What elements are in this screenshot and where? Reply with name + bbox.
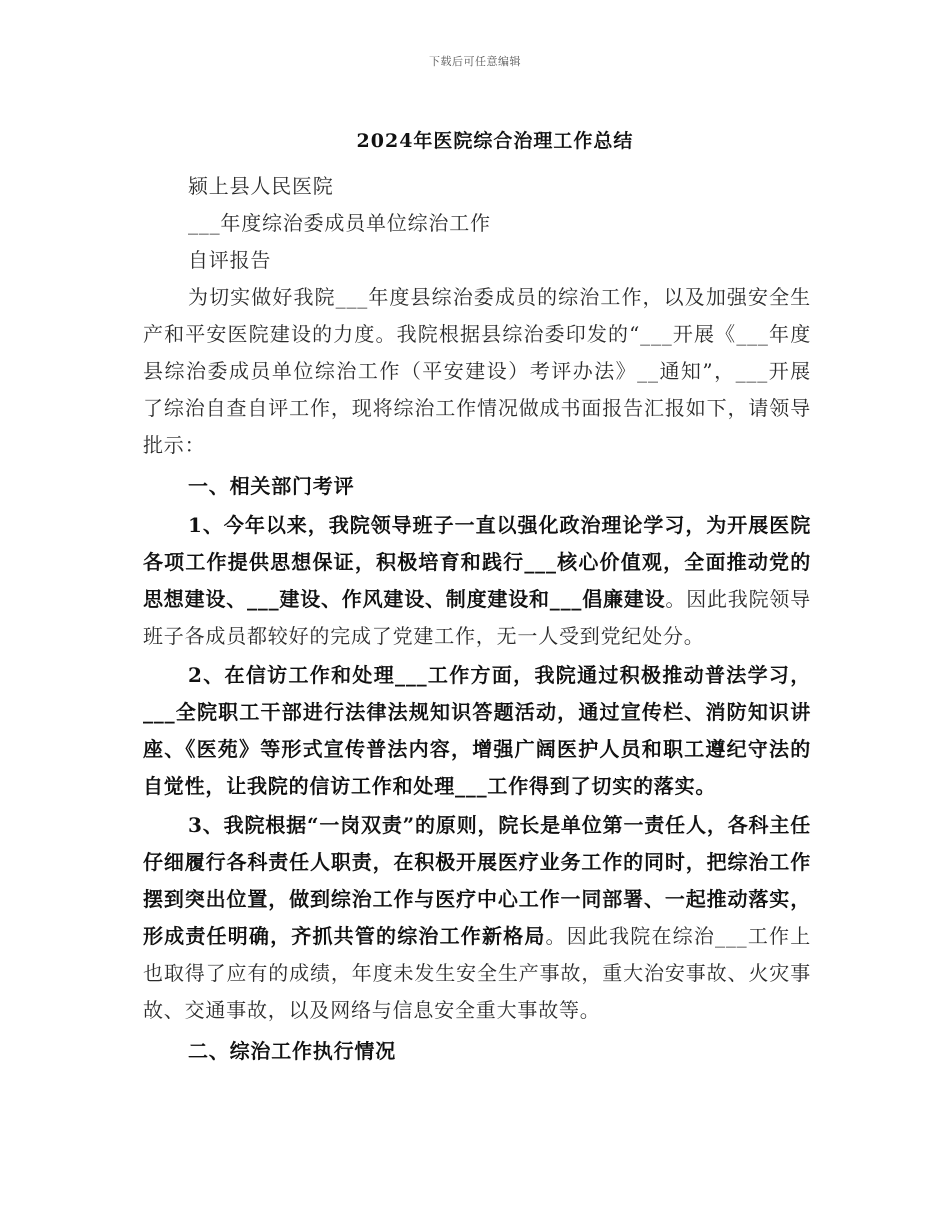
document-body — [143, 168, 811, 1070]
item-1-plain-text: 。因此我院领导班子各成员都较好的完成了党建工作，无一人受到党纪处分。 — [143, 587, 812, 648]
item-1-paragraph — [143, 507, 811, 655]
intro-line-hospital: 颍上县人民医院 — [188, 174, 334, 198]
intro-line-report: 自评报告 — [188, 248, 272, 272]
section-heading-1: 一、相关部门考评 — [188, 474, 355, 498]
item-1-bold-text: 1、今年以来，我院领导班子一直以强化政治理论学习，为开展医院各项工作提供思想保证，积极培育和践行___核心价值观，全面推动党的思想建设、___建设、作风建设、制度建设和___倡廉建设 — [143, 513, 811, 611]
intro-line-year: ___年度综治委成员单位综治工作 — [188, 211, 491, 235]
document-title: 2024年医院综合治理工作总结 — [356, 130, 634, 152]
item-3-paragraph — [143, 807, 811, 1029]
item-3-plain-text: 。因此我院在综治___工作上也取得了应有的成绩，年度未发生安全生产事故，重大治安事故、火灾事故、交通事故，以及网络与信息安全重大事故等。 — [143, 924, 811, 1022]
item-3-bold-text: 3、我院根据“一岗双责”的原则，院长是单位第一责任人，各科主任仔细履行各科责任人职责，在积极开展医疗业务工作的同时，把综治工作摆到突出位置，做到综治工作与医疗中心工作一同部署、一起推动落实，形成责任明确，齐抓共管的综治工作新格局 — [143, 813, 811, 948]
header-note: 下载后可任意编辑 — [429, 55, 521, 68]
item-2-bold-text: 2、在信访工作和处理___工作方面，我院通过积极推动普法学习，___全院职工干部进行法律法规知识答题活动，通过宣传栏、消防知识讲座、《医苑》等形式宣传普法内容，增强广阔医护人员和职工遵纪守法的自觉性，让我院的信访工作和处理___工作得到了切实的落实。 — [143, 663, 811, 798]
intro-paragraph: 为切实做好我院___年度县综治委成员的综治工作，以及加强安全生产和平安医院建设的力度。我院根据县综治委印发的“___开展《___年度县综治委成员单位综治工作（平安建设）考评办法》__通知”，___开展了综治自查自评工作，现将综治工作情况做成书面报告汇报如下，请领导批示： — [143, 285, 811, 457]
section-heading-2: 二、综治工作执行情况 — [188, 1039, 396, 1063]
item-2-paragraph — [143, 657, 811, 805]
